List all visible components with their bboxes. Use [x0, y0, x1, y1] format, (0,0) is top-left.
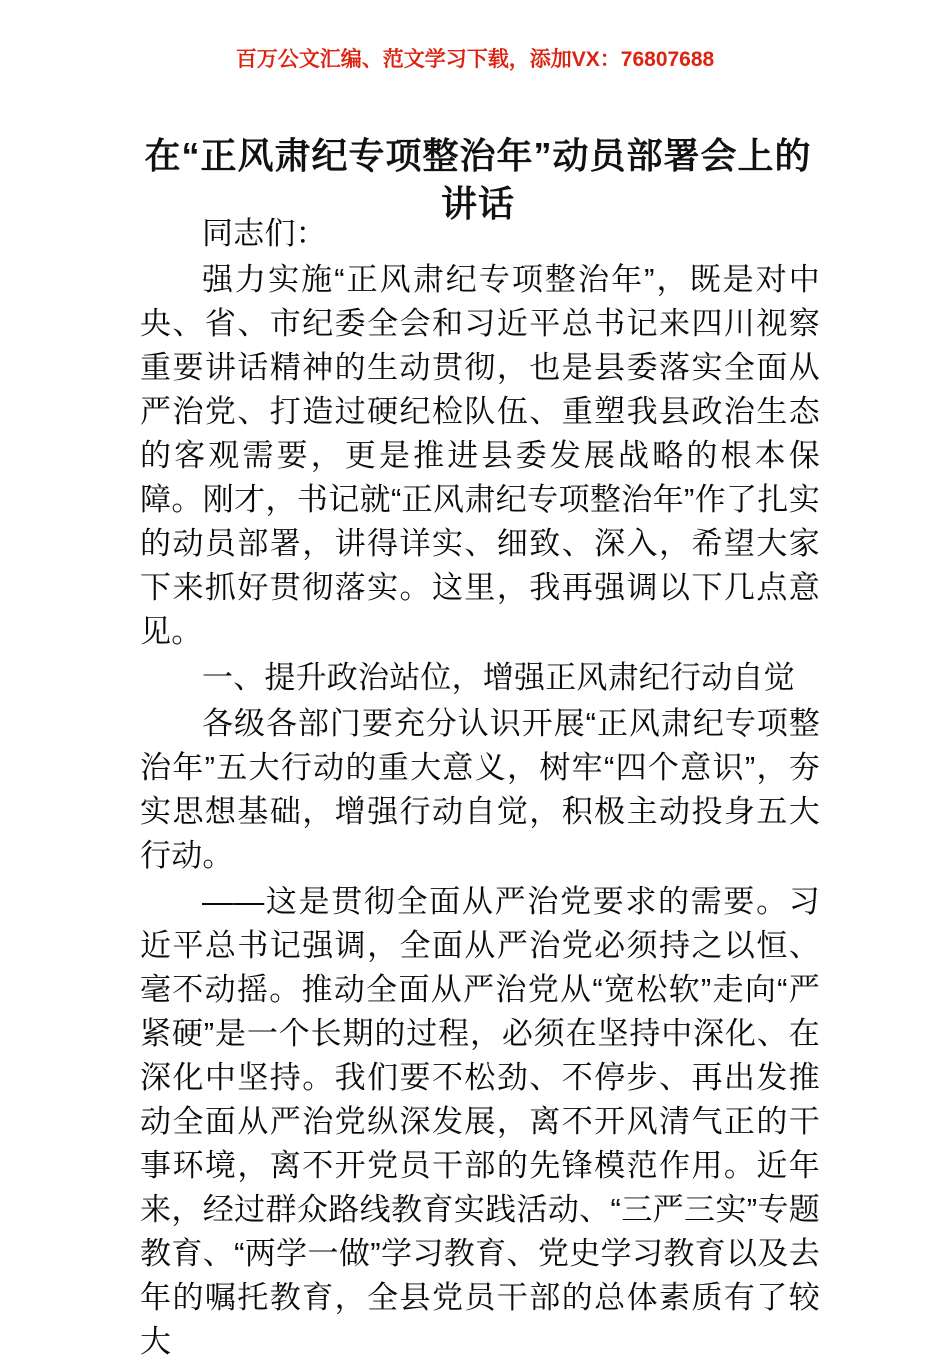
- paragraph-intro: 强力实施“正风肃纪专项整治年”，既是对中央、省、市纪委全会和习近平总书记来四川视察重要讲话精神的生动贯彻，也是县委落实全面从严治党、打造过硬纪检队伍、重塑我县政治生态的客观需要，更是推进县委发展战略的根本保障。刚才，书记就“正风肃纪专项整治年”作了扎实的动员部署，讲得详实、细致、深入，希望大家下来抓好贯彻落实。这里，我再强调以下几点意见。: [140, 262, 820, 649]
- salutation-line: 同志们：: [202, 216, 327, 251]
- page-title: 在“正风肃纪专项整治年”动员部署会上的讲话: [144, 135, 812, 225]
- paragraph-section-one-lead: 各级各部门要充分认识开展“正风肃纪专项整治年”五大行动的重大意义，树牢“四个意识”，夯实思想基础，增强行动自觉，积极主动投身五大行动。: [140, 706, 820, 873]
- paragraph-dash-item-one: ——这是贯彻全面从严治党要求的需要。习近平总书记强调，全面从严治党必须持之以恒、毫不动摇。推动全面从严治党从“宽松软”走向“严紧硬”是一个长期的过程，必须在坚持中深化、在深化中坚持。我们要不松劲、不停步、再出发推动全面从严治党纵深发展，离不开风清气正的干事环境，离不开党员干部的先锋模范作用。近年来，经过群众路线教育实践活动、“三严三实”专题教育、“两学一做”学习教育、党史学习教育以及去年的嘱托教育，全县党员干部的总体素质有了较大: [140, 884, 820, 1359]
- promo-watermark-text: 百万公文汇编、范文学习下载，添加VX：76807688: [235, 48, 715, 71]
- section-heading-one: 一、提升政治站位，增强正风肃纪行动自觉: [202, 660, 795, 695]
- document-body: [140, 212, 820, 1364]
